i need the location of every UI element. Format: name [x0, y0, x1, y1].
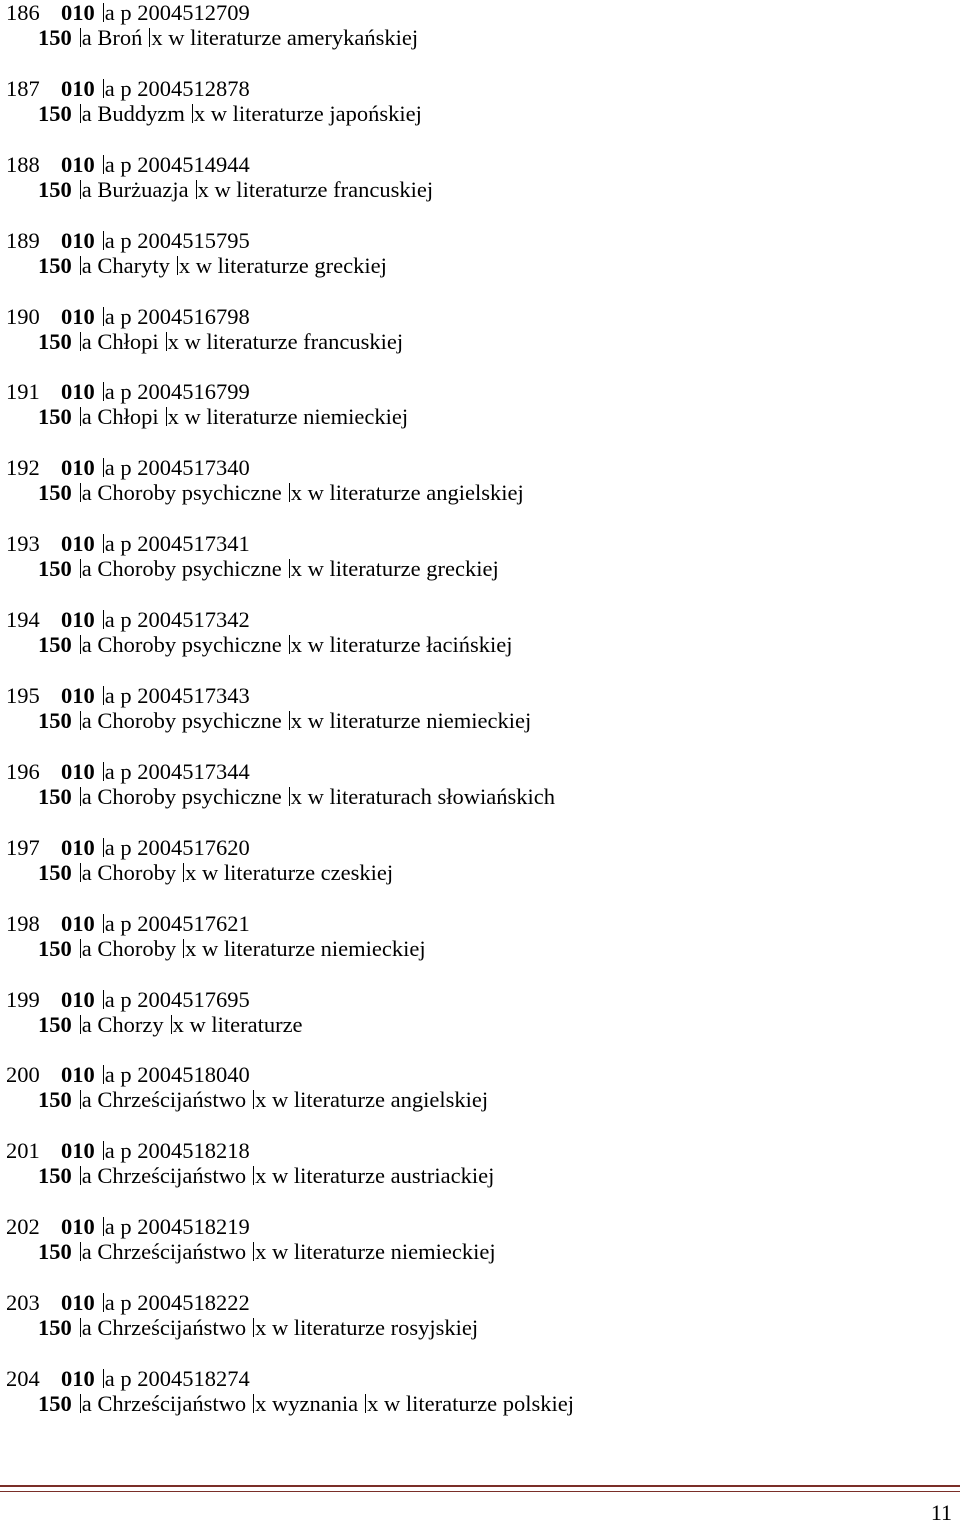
control-number: a p 2004517340	[104, 455, 250, 481]
subfield-delimiter	[192, 104, 193, 123]
subfield-delimiter	[183, 939, 184, 958]
record-number: 194	[6, 607, 40, 633]
field-tag-010: 010	[61, 75, 95, 101]
subfield-delimiter	[289, 559, 290, 578]
control-number: a p 2004518274	[104, 1366, 250, 1392]
field-tag-150: 150	[38, 480, 72, 506]
subfield-text: x w literaturze angielskiej	[290, 480, 524, 506]
subfield-delimiter	[103, 914, 104, 933]
record-control-line	[6, 455, 250, 481]
field-tag-150: 150	[38, 25, 72, 50]
subfield-delimiter	[103, 155, 104, 174]
record-control-line	[6, 0, 250, 26]
record-number: 198	[6, 910, 40, 936]
subfield-delimiter	[80, 1166, 81, 1185]
subfield-delimiter	[253, 1166, 254, 1185]
subfield-delimiter	[80, 483, 81, 502]
record-entry	[6, 1062, 946, 1138]
record-control-line	[6, 759, 250, 785]
subfield-text: x wyznania	[255, 1391, 359, 1417]
record-heading-line	[38, 1163, 501, 1189]
record-number: 200	[6, 1062, 40, 1088]
footer-rule-thin	[0, 1491, 960, 1492]
record-control-line	[6, 1290, 250, 1316]
subfield-delimiter	[80, 863, 81, 882]
record-heading-line	[38, 632, 519, 658]
record-heading-line	[38, 329, 410, 355]
record-entry	[6, 1138, 946, 1214]
record-number: 192	[6, 455, 40, 481]
control-number: a p 2004517344	[104, 758, 250, 784]
subfield-delimiter	[103, 534, 104, 553]
record-heading-line	[38, 1012, 310, 1038]
record-number: 187	[6, 75, 40, 101]
subfield-text: x w literaturze greckiej	[290, 556, 499, 582]
field-tag-150: 150	[38, 632, 72, 658]
subfield-delimiter	[80, 787, 81, 806]
record-number: 195	[6, 683, 40, 709]
subfield-delimiter	[253, 1242, 254, 1261]
record-entry	[6, 835, 946, 911]
subfield-delimiter	[103, 382, 104, 401]
subfield-delimiter	[103, 762, 104, 781]
footer-rule	[0, 1485, 960, 1487]
subfield-text: a Chrześcijaństwo	[81, 1391, 247, 1417]
record-heading-line	[38, 556, 506, 582]
record-number: 201	[6, 1138, 40, 1164]
subfield-text: a Choroby psychiczne	[81, 480, 282, 506]
record-entry	[6, 304, 946, 380]
subfield-delimiter	[183, 863, 184, 882]
field-tag-150: 150	[38, 859, 72, 885]
subfield-delimiter	[80, 1242, 81, 1261]
record-heading-line	[38, 253, 394, 279]
field-tag-010: 010	[61, 834, 95, 860]
field-tag-010: 010	[61, 455, 95, 481]
subfield-text: a Chrześcijaństwo	[81, 1087, 247, 1113]
control-number: a p 2004517343	[104, 683, 250, 709]
field-tag-150: 150	[38, 252, 72, 278]
record-number: 199	[6, 986, 40, 1012]
subfield-delimiter	[171, 1015, 172, 1034]
subfield-delimiter	[80, 1090, 81, 1109]
subfield-text: x w literaturze francuskiej	[167, 328, 404, 354]
subfield-text: a Chłopi	[81, 328, 159, 354]
subfield-text: a Choroby psychiczne	[81, 708, 282, 734]
record-control-line	[6, 379, 250, 405]
record-number: 204	[6, 1366, 40, 1392]
control-number: a p 2004512878	[104, 75, 250, 101]
subfield-delimiter	[103, 838, 104, 857]
record-control-line	[6, 607, 250, 633]
record-heading-line	[38, 101, 429, 127]
record-number: 196	[6, 758, 40, 784]
field-tag-010: 010	[61, 531, 95, 557]
subfield-text: a Charyty	[81, 252, 170, 278]
record-entry	[6, 0, 946, 76]
field-tag-150: 150	[38, 100, 72, 126]
subfield-text: a Chorzy	[81, 1011, 164, 1037]
subfield-text: a Choroby	[81, 935, 177, 961]
subfield-text: a Broń	[81, 25, 143, 50]
subfield-delimiter	[103, 610, 104, 629]
record-entry	[6, 379, 946, 455]
record-control-line	[6, 835, 250, 861]
subfield-delimiter	[80, 407, 81, 426]
record-entry	[6, 455, 946, 531]
record-control-line	[6, 911, 250, 937]
subfield-text: x w literaturach słowiańskich	[290, 783, 556, 809]
control-number: a p 2004516799	[104, 379, 250, 405]
subfield-delimiter	[103, 990, 104, 1009]
field-tag-150: 150	[38, 1163, 72, 1189]
record-control-line	[6, 531, 250, 557]
field-tag-150: 150	[38, 176, 72, 202]
subfield-text: x w literaturze czeskiej	[185, 859, 394, 885]
field-tag-150: 150	[38, 1087, 72, 1113]
record-control-line	[6, 683, 250, 709]
subfield-delimiter	[80, 28, 81, 47]
field-tag-010: 010	[61, 758, 95, 784]
subfield-delimiter	[80, 559, 81, 578]
subfield-text: a Burżuazja	[81, 176, 189, 202]
field-tag-150: 150	[38, 708, 72, 734]
record-heading-line	[38, 1087, 495, 1113]
control-number: a p 2004515795	[104, 227, 250, 253]
control-number: a p 2004518218	[104, 1138, 250, 1164]
subfield-delimiter	[289, 635, 290, 654]
record-number: 203	[6, 1290, 40, 1316]
page-number: 11	[930, 1500, 952, 1525]
control-number: a p 2004516798	[104, 303, 250, 329]
subfield-text: x w literaturze niemieckiej	[290, 708, 532, 734]
record-control-line	[6, 1214, 250, 1240]
record-heading-line	[38, 936, 433, 962]
subfield-text: x w literaturze francuskiej	[197, 176, 434, 202]
record-control-line	[6, 987, 250, 1013]
control-number: a p 2004517695	[104, 986, 250, 1012]
subfield-text: a Choroby psychiczne	[81, 632, 282, 658]
subfield-delimiter	[80, 939, 81, 958]
control-number: a p 2004518219	[104, 1214, 250, 1240]
subfield-text: x w literaturze angielskiej	[255, 1087, 489, 1113]
control-number: a p 2004518040	[104, 1062, 250, 1088]
subfield-text: x w literaturze niemieckiej	[167, 404, 409, 430]
record-control-line	[6, 152, 250, 178]
field-tag-010: 010	[61, 0, 95, 25]
record-heading-line	[38, 25, 425, 51]
field-tag-150: 150	[38, 783, 72, 809]
subfield-delimiter	[289, 711, 290, 730]
subfield-delimiter	[103, 1217, 104, 1236]
subfield-delimiter	[196, 180, 197, 199]
field-tag-010: 010	[61, 1366, 95, 1392]
subfield-text: x w literaturze łacińskiej	[290, 632, 513, 658]
subfield-text: a Choroby psychiczne	[81, 556, 282, 582]
subfield-delimiter	[166, 332, 167, 351]
field-tag-010: 010	[61, 607, 95, 633]
field-tag-150: 150	[38, 1391, 72, 1417]
control-number: a p 2004517620	[104, 834, 250, 860]
record-control-line	[6, 1138, 250, 1164]
record-number: 193	[6, 531, 40, 557]
record-entry	[6, 759, 946, 835]
record-heading-line	[38, 404, 415, 430]
subfield-delimiter	[253, 1318, 254, 1337]
control-number: a p 2004517341	[104, 531, 250, 557]
record-control-line	[6, 1366, 250, 1392]
record-number: 189	[6, 227, 40, 253]
field-tag-010: 010	[61, 1062, 95, 1088]
subfield-delimiter	[289, 483, 290, 502]
subfield-text: x w literaturze polskiej	[367, 1391, 574, 1417]
record-entry	[6, 911, 946, 987]
subfield-delimiter	[177, 256, 178, 275]
subfield-text: x w literaturze	[172, 1011, 303, 1037]
subfield-delimiter	[80, 1394, 81, 1413]
subfield-text: a Chrześcijaństwo	[81, 1163, 247, 1189]
subfield-text: x w literaturze rosyjskiej	[255, 1315, 479, 1341]
record-number: 191	[6, 379, 40, 405]
record-entry	[6, 987, 946, 1063]
record-entry	[6, 683, 946, 759]
record-number: 197	[6, 834, 40, 860]
control-number: a p 2004514944	[104, 151, 250, 177]
field-tag-150: 150	[38, 404, 72, 430]
control-number: a p 2004517621	[104, 910, 250, 936]
subfield-delimiter	[103, 1369, 104, 1388]
record-heading-line	[38, 1239, 503, 1265]
subfield-delimiter	[103, 686, 104, 705]
field-tag-150: 150	[38, 556, 72, 582]
record-heading-line	[38, 1315, 485, 1341]
subfield-delimiter	[80, 711, 81, 730]
field-tag-010: 010	[61, 683, 95, 709]
field-tag-010: 010	[61, 303, 95, 329]
field-tag-150: 150	[38, 1011, 72, 1037]
subfield-delimiter	[103, 1141, 104, 1160]
subfield-delimiter	[103, 458, 104, 477]
record-control-line	[6, 76, 250, 102]
subfield-delimiter	[80, 635, 81, 654]
control-number: a p 2004518222	[104, 1290, 250, 1316]
subfield-delimiter	[103, 1065, 104, 1084]
subfield-text: x w literaturze niemieckiej	[255, 1239, 496, 1265]
record-heading-line	[38, 784, 562, 810]
field-tag-010: 010	[61, 1214, 95, 1240]
record-entry	[6, 531, 946, 607]
field-tag-150: 150	[38, 1315, 72, 1341]
record-number: 190	[6, 303, 40, 329]
subfield-delimiter	[253, 1394, 254, 1413]
record-entry	[6, 152, 946, 228]
subfield-delimiter	[80, 332, 81, 351]
record-entry	[6, 1214, 946, 1290]
field-tag-010: 010	[61, 1138, 95, 1164]
field-tag-010: 010	[61, 379, 95, 405]
record-number: 202	[6, 1214, 40, 1240]
subfield-delimiter	[103, 79, 104, 98]
subfield-delimiter	[253, 1090, 254, 1109]
field-tag-150: 150	[38, 328, 72, 354]
subfield-text: a Choroby psychiczne	[81, 783, 282, 809]
record-heading-line	[38, 177, 440, 203]
field-tag-010: 010	[61, 227, 95, 253]
subfield-text: x w literaturze greckiej	[178, 252, 387, 278]
record-heading-line	[38, 480, 531, 506]
record-number: 188	[6, 151, 40, 177]
record-entry	[6, 228, 946, 304]
subfield-delimiter	[80, 1015, 81, 1034]
record-entry	[6, 607, 946, 683]
record-entry	[6, 76, 946, 152]
field-tag-010: 010	[61, 910, 95, 936]
field-tag-150: 150	[38, 1239, 72, 1265]
record-control-line	[6, 228, 250, 254]
record-number: 186	[6, 0, 40, 25]
subfield-delimiter	[103, 231, 104, 250]
subfield-text: x w literaturze austriackiej	[255, 1163, 495, 1189]
record-heading-line	[38, 708, 538, 734]
field-tag-010: 010	[61, 151, 95, 177]
subfield-text: a Chrześcijaństwo	[81, 1315, 247, 1341]
subfield-text: a Choroby	[81, 859, 177, 885]
subfield-delimiter	[80, 256, 81, 275]
control-number: a p 2004512709	[104, 0, 250, 25]
subfield-delimiter	[166, 407, 167, 426]
subfield-delimiter	[80, 104, 81, 123]
record-entry	[6, 1290, 946, 1366]
subfield-text: x w literaturze japońskiej	[193, 100, 422, 126]
subfield-text: a Chrześcijaństwo	[81, 1239, 247, 1265]
record-control-line	[6, 1062, 250, 1088]
subfield-delimiter	[103, 1293, 104, 1312]
field-tag-150: 150	[38, 935, 72, 961]
record-control-line	[6, 304, 250, 330]
subfield-text: a Buddyzm	[81, 100, 185, 126]
control-number: a p 2004517342	[104, 607, 250, 633]
subfield-delimiter	[103, 3, 104, 22]
record-list	[6, 0, 946, 1442]
record-entry	[6, 1366, 946, 1442]
record-heading-line	[38, 1391, 581, 1417]
subfield-text: x w literaturze niemieckiej	[185, 935, 426, 961]
subfield-delimiter	[289, 787, 290, 806]
subfield-text: a Chłopi	[81, 404, 159, 430]
subfield-delimiter	[80, 1318, 81, 1337]
field-tag-010: 010	[61, 986, 95, 1012]
field-tag-010: 010	[61, 1290, 95, 1316]
record-heading-line	[38, 860, 400, 886]
subfield-delimiter	[80, 180, 81, 199]
subfield-text: x w literaturze amerykańskiej	[151, 25, 419, 50]
subfield-delimiter	[103, 307, 104, 326]
